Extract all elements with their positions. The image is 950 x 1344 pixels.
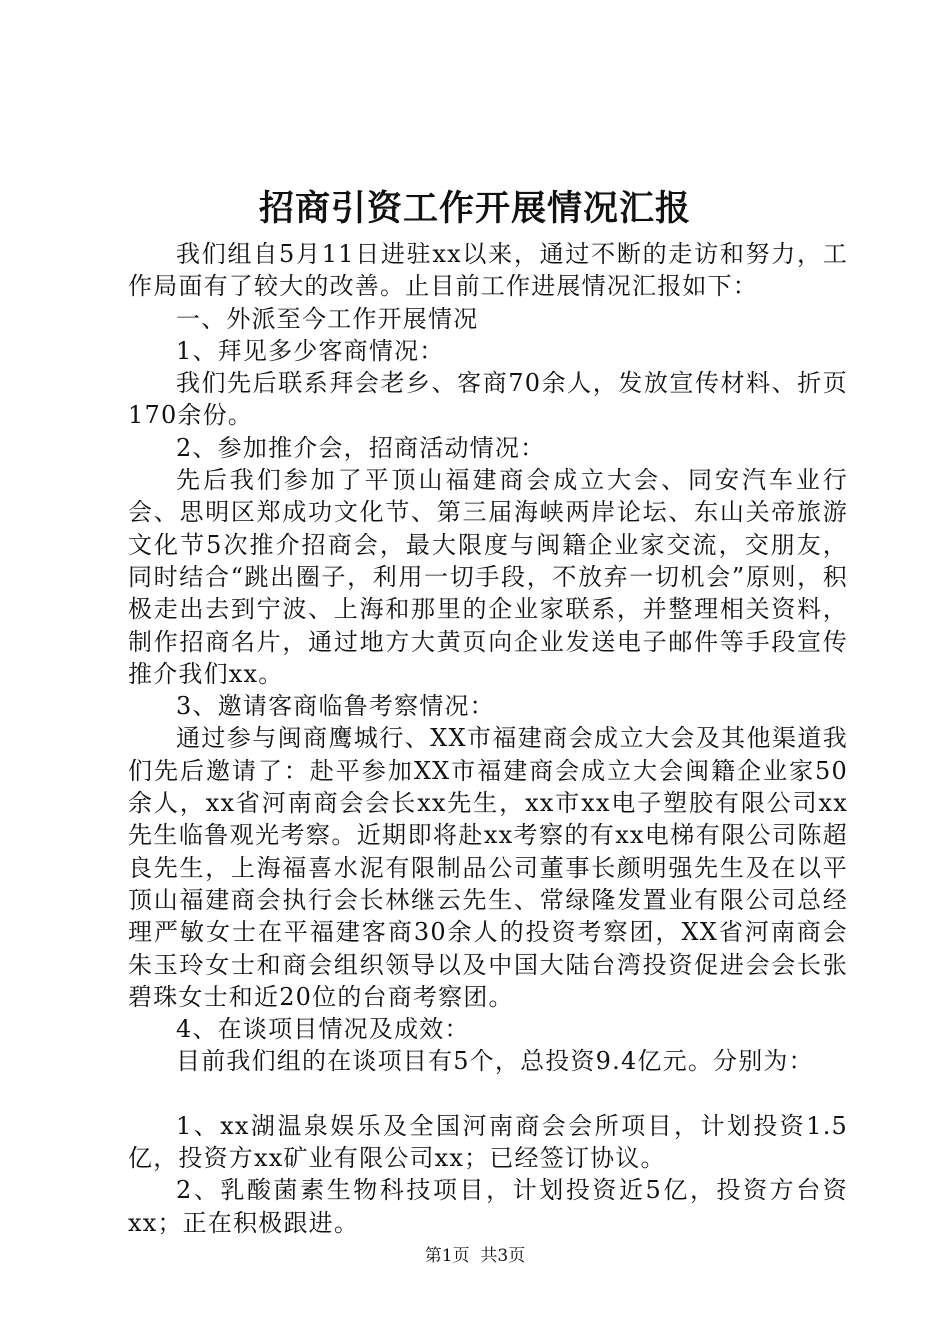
paragraph: 我们先后联系拜会老乡、客商70余人，发放宣传材料、折页170余份。	[128, 369, 848, 430]
subsection-heading: 4、在谈项目情况及成效：	[176, 1015, 470, 1044]
page-footer: 第1页 共3页	[424, 1246, 526, 1266]
section-heading: 一、外派至今工作开展情况	[176, 304, 479, 333]
paragraph: 目前我们组的在谈项目有5个，总投资9.4亿元。分别为：	[176, 1047, 814, 1076]
paragraph: 通过参与闽商鹰城行、XX市福建商会成立大会及其他渠道我们先后邀请了：赴平参加XX市福建商会成立大会闽籍企业家50余人，xx省河南商会会长xx先生，xx市xx电子塑胶有限公司xx先生临鲁观光考察。近期即将赴xx考察的有xx电梯有限公司陈超良先生，上海福喜水泥有限制品公司董事长颜明强先生及在以平顶山福建商会执行会长林继云先生、常绿隆发置业有限公司总经理严敏女士在平福建客商30余人的投资考察团，XX省河南商会朱玉玲女士和商会组织领导以及中国大陆台湾投资促进会会长张碧珠女士和近20位的台商考察团。	[128, 724, 848, 1011]
project-item: 1、xx湖温泉娱乐及全国河南商会会所项目，计划投资1.5亿，投资方xx矿业有限公司xx；已经签订协议。	[128, 1111, 848, 1173]
subsection-heading: 1、拜见多少客商情况：	[176, 336, 445, 365]
document-title: 招商引资工作开展情况汇报	[258, 188, 691, 229]
paragraph-intro: 我们组自5月11日进驻xx以来，通过不断的走访和努力，工作局面有了较大的改善。止目前工作进展情况汇报如下：	[128, 240, 848, 301]
project-item: 2、乳酸菌素生物科技项目，计划投资近5亿，投资方台资xx；正在积极跟进。	[128, 1176, 848, 1237]
document-body	[128, 238, 848, 1239]
subsection-heading: 2、参加推介会，招商活动情况：	[176, 433, 546, 462]
subsection-heading: 3、邀请客商临鲁考察情况：	[176, 692, 495, 721]
paragraph: 先后我们参加了平顶山福建商会成立大会、同安汽车业行会、思明区郑成功文化节、第三届海峡两岸论坛、东山关帝旅游文化节5次推介招商会，最大限度与闽籍企业家交流，交朋友，同时结合“跳出圈子，利用一切手段，不放弃一切机会”原则，积极走出去到宁波、上海和那里的企业家联系，并整理相关资料，制作招商名片，通过地方大黄页向企业发送电子邮件等手段宣传推介我们xx。	[128, 466, 848, 688]
